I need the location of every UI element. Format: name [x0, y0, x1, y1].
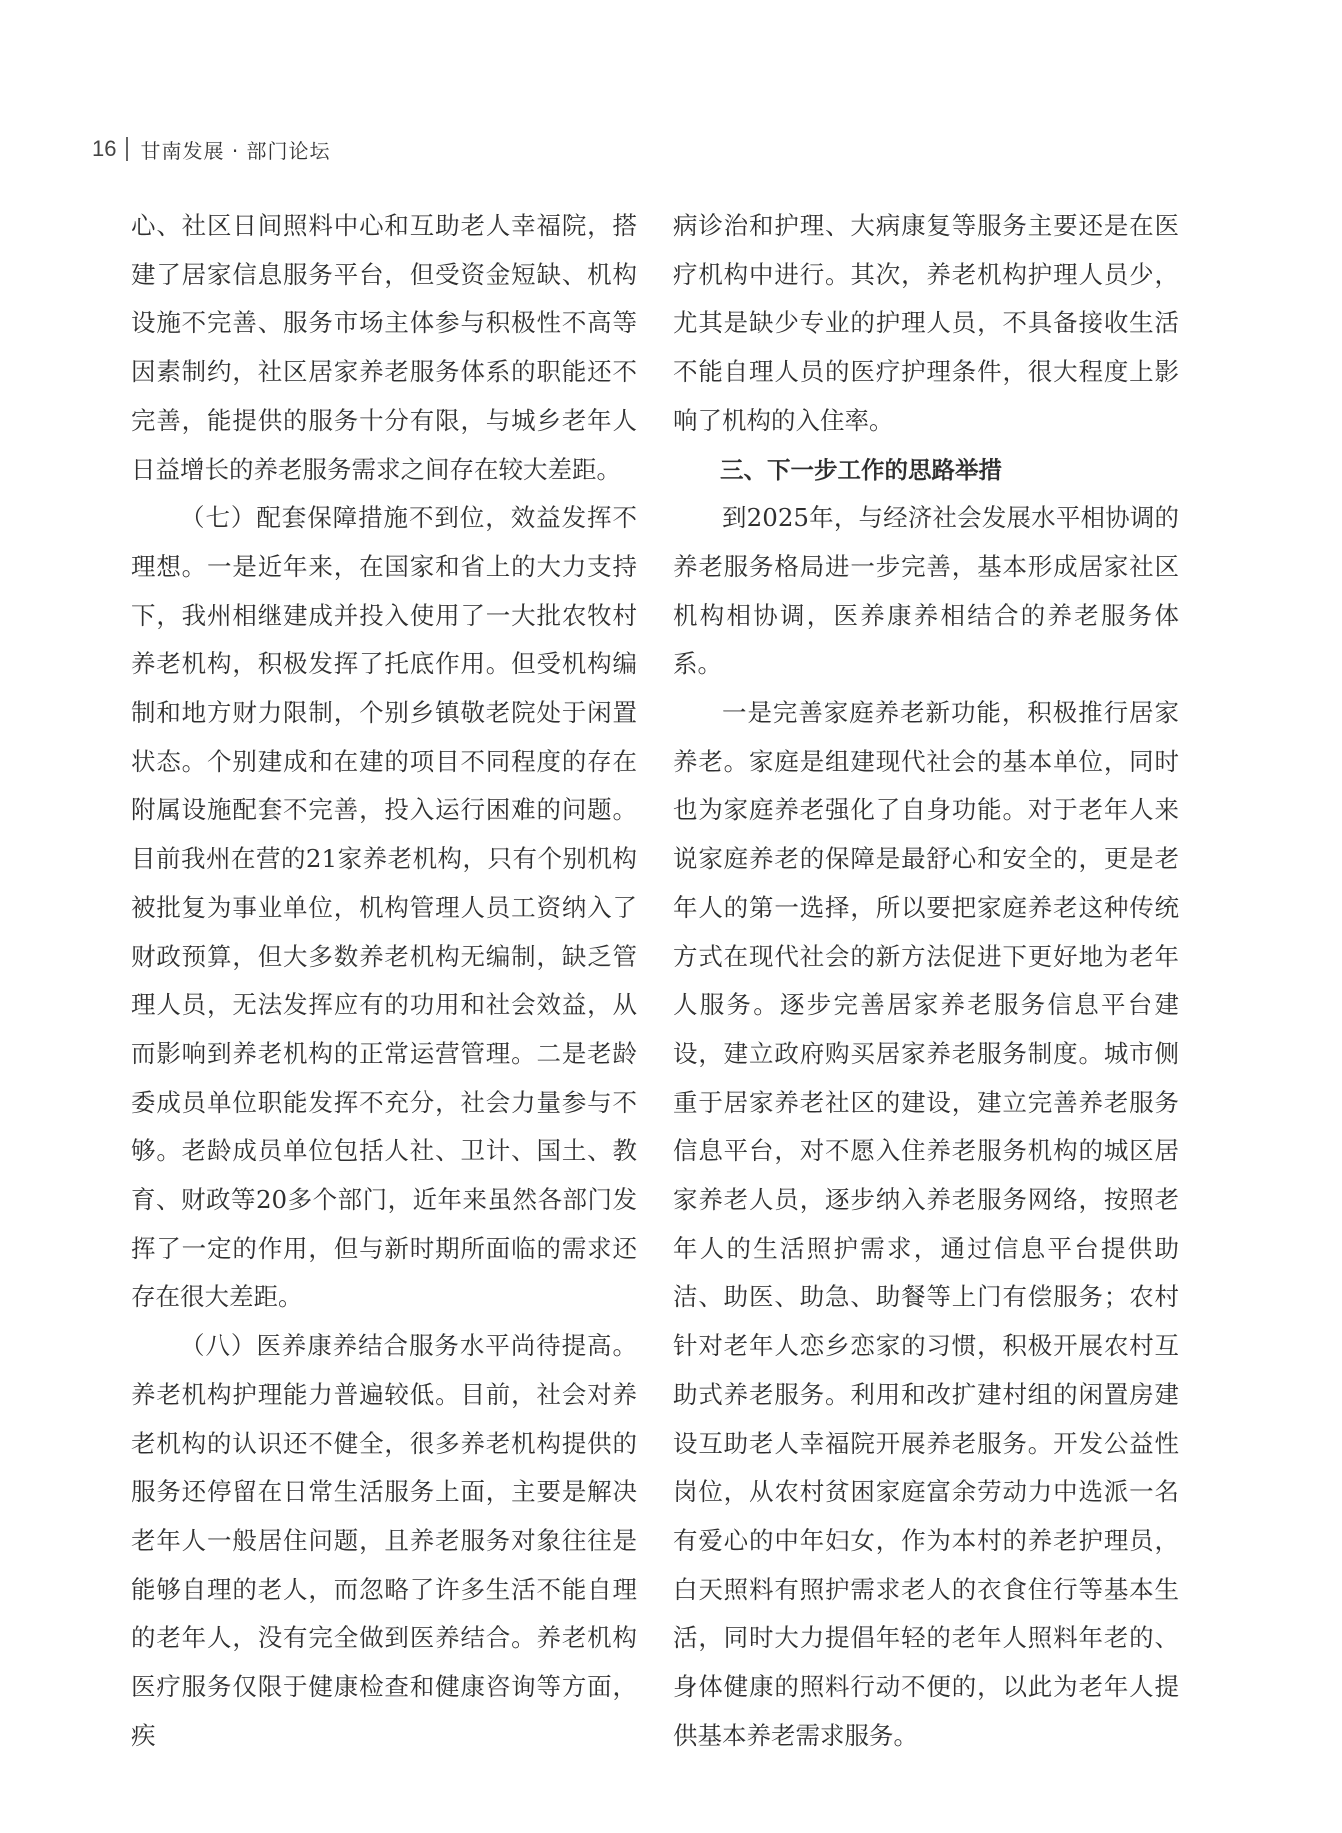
paragraph-section-7: （七）配套保障措施不到位，效益发挥不理想。一是近年来，在国家和省上的大力支持下，我州相继建成并投入使用了一大批农牧村养老机构，积极发挥了托底作用。但受机构编制和地方财力限制，个别乡镇敬老院处于闲置状态。个别建成和在建的项目不同程度的存在附属设施配套不完善，投入运行困难的问题。目前我州在营的21家养老机构，只有个别机构被批复为事业单位，机构管理人员工资纳入了财政预算，但大多数养老机构无编制，缺乏管理人员，无法发挥应有的功用和社会效益，从而影响到养老机构的正常运营管理。二是老龄委成员单位职能发挥不充分，社会力量参与不够。老龄成员单位包括人社、卫计、国土、教育、财政等20多个部门，近年来虽然各部门发挥了一定的作用，但与新时期所面临的需求还存在很大差距。 — [131, 503, 637, 1312]
paragraph-continued: 病诊治和护理、大病康复等服务主要还是在医疗机构中进行。其次，养老机构护理人员少，尤其是缺少专业的护理人员，不具备接收生活不能自理人员的医疗护理条件，很大程度上影响了机构的入住率。 — [673, 211, 1179, 435]
running-header — [92, 136, 331, 162]
paragraph-section-8: （八）医养康养结合服务水平尚待提高。养老机构护理能力普遍较低。目前，社会对养老机构的认识还不健全，很多养老机构提供的服务还停留在日常生活服务上面，主要是解决老年人一般居住问题，且养老服务对象往往是能够自理的老人，而忽略了许多生活不能自理的老年人，没有完全做到医养结合。养老机构医疗服务仅限于健康检查和健康咨询等方面，疾 — [131, 1331, 637, 1750]
paragraph-home-care: 一是完善家庭养老新功能，积极推行居家养老。家庭是组建现代社会的基本单位，同时也为家庭养老强化了自身功能。对于老年人来说家庭养老的保障是最舒心和安全的，更是老年人的第一选择，所以要把家庭养老这种传统方式在现代社会的新方法促进下更好地为老年人服务。逐步完善居家养老服务信息平台建设，建立政府购买居家养老服务制度。城市侧重于居家养老社区的建设，建立完善养老服务信息平台，对不愿入住养老服务机构的城区居家养老人员，逐步纳入养老服务网络，按照老年人的生活照护需求，通过信息平台提供助洁、助医、助急、助餐等上门有偿服务；农村针对老年人恋乡恋家的习惯，积极开展农村互助式养老服务。利用和改扩建村组的闲置房建设互助老人幸福院开展养老服务。开发公益性岗位，从农村贫困家庭富余劳动力中选派一名有爱心的中年妇女，作为本村的养老护理员，白天照料有照护需求老人的衣食住行等基本生活，同时大力提倡年轻的老年人照料年老的、身体健康的照料行动不便的，以此为老年人提供基本养老需求服务。 — [673, 698, 1179, 1750]
header-divider — [126, 137, 128, 161]
journal-title: 甘南发展 · 部门论坛 — [140, 138, 331, 163]
page-number: 16 — [92, 136, 117, 161]
section-heading: 三、下一步工作的思路举措 — [720, 455, 1002, 484]
right-column — [673, 202, 1179, 1761]
left-column — [131, 202, 637, 1761]
paragraph-goal-2025: 到2025年，与经济社会发展水平相协调的养老服务格局进一步完善，基本形成居家社区机构相协调，医养康养相结合的养老服务体系。 — [673, 503, 1179, 679]
paragraph-continued: 心、社区日间照料中心和互助老人幸福院，搭建了居家信息服务平台，但受资金短缺、机构设施不完善、服务市场主体参与积极性不高等因素制约，社区居家养老服务体系的职能还不完善，能提供的服务十分有限，与城乡老年人日益增长的养老服务需求之间存在较大差距。 — [131, 211, 637, 484]
